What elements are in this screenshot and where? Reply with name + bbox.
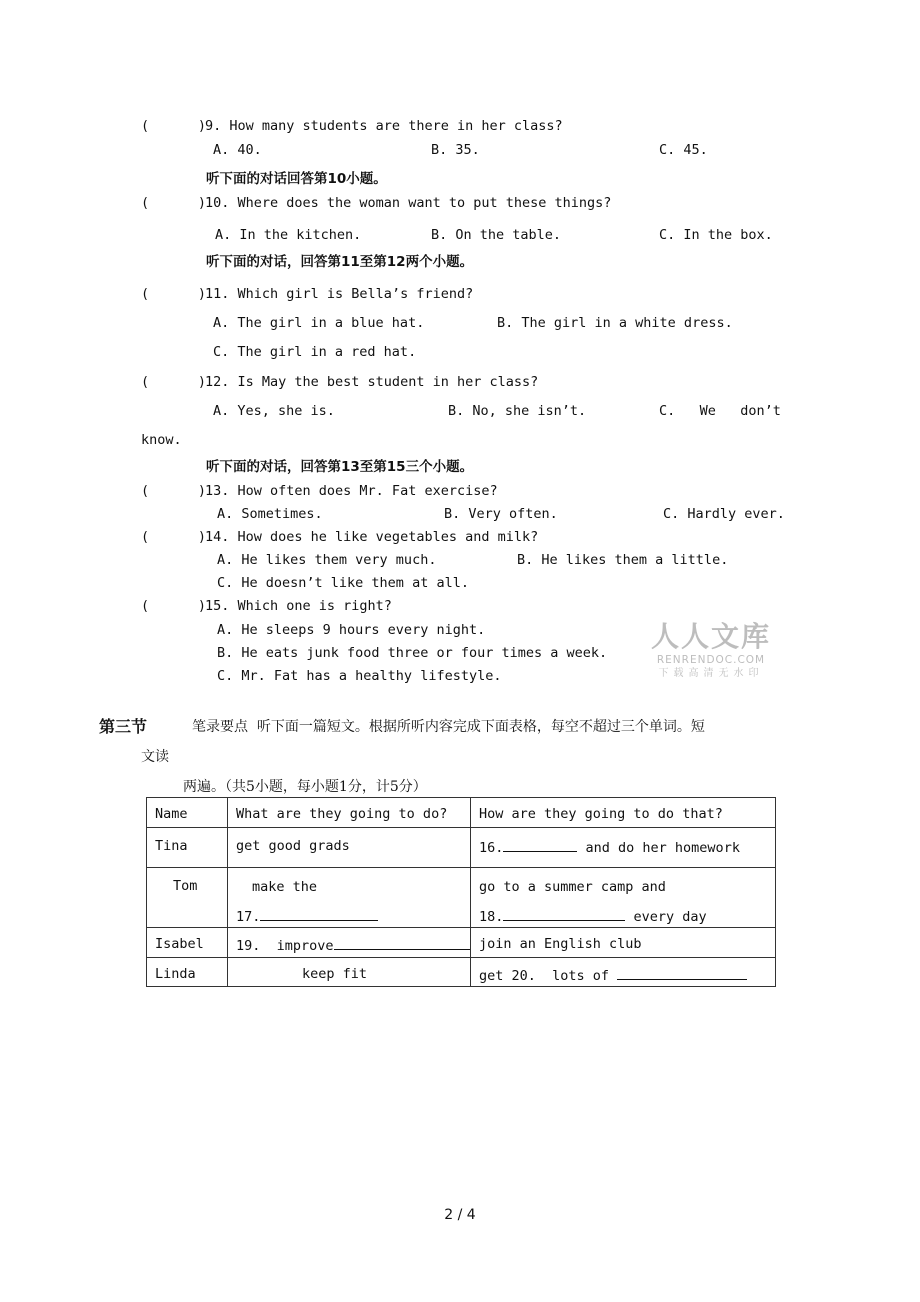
row-linda-what: keep fit [228, 958, 471, 987]
q12-option-a: A. Yes, she is. [213, 403, 335, 419]
row-tina-how [471, 828, 776, 868]
row-tom-how-a: go to a summer camp and [479, 879, 666, 895]
q9-option-a: A. 40. [213, 142, 262, 158]
q14-option-c: C. He doesn’t like them at all. [217, 575, 469, 591]
blank-20-label: get 20. lots of [479, 968, 618, 984]
row-linda-name: Linda [147, 958, 228, 987]
answer-paren-11: ( ) [141, 286, 207, 302]
table-header-row [147, 798, 776, 828]
q14-option-a: A. He likes them very much. [217, 552, 437, 568]
q15-option-a: A. He sleeps 9 hours every night. [217, 622, 486, 638]
instruction-q10: 听下面的对话回答第10小题。 [206, 171, 387, 187]
instruction-q11-12: 听下面的对话，回答第11至第12两个小题。 [206, 254, 474, 270]
question-11: 11. Which girl is Bella’s friend? [205, 286, 474, 302]
section-instruction-line2: 文读 [141, 749, 169, 765]
row-isabel-how: join an English club [471, 928, 776, 958]
question-10: 10. Where does the woman want to put these things? [205, 195, 612, 211]
watermark-slogan: 下载高清无水印 [658, 668, 764, 679]
question-13: 13. How often does Mr. Fat exercise? [205, 483, 498, 499]
answer-paren-12: ( ) [141, 374, 207, 390]
q11-option-c: C. The girl in a red hat. [213, 344, 417, 360]
q15-option-b: B. He eats junk food three or four times a week. [217, 645, 608, 661]
q12-option-c: C. We don’t [659, 403, 781, 419]
blank-18-label: 18. [479, 909, 504, 925]
row-tom-how [471, 868, 776, 928]
blank-20[interactable] [617, 966, 747, 980]
table-row [147, 868, 776, 928]
row-tina-what: get good grads [228, 828, 471, 868]
answer-paren-9: ( ) [141, 118, 207, 134]
section-instruction-line3: 两遍。（共5小题，每小题1分，计5分） [183, 779, 427, 795]
q10-option-b: B. On the table. [431, 227, 562, 243]
question-12: 12. Is May the best student in her class? [205, 374, 539, 390]
question-9: 9. How many students are there in her class? [205, 118, 563, 134]
q12-option-c-cont: know. [141, 432, 182, 448]
table-row [147, 828, 776, 868]
q13-option-c: C. Hardly ever. [663, 506, 785, 522]
notes-table [146, 797, 776, 987]
row-tom-what [228, 868, 471, 928]
header-what: What are they going to do? [228, 798, 471, 828]
blank-17-label: 17. [236, 909, 261, 925]
answer-paren-10: ( ) [141, 195, 207, 211]
section-instruction-line1: 笔录要点 听下面一篇短文。根据所听内容完成下面表格，每空不超过三个单词。短 [192, 719, 705, 735]
blank-16-label: 16. [479, 840, 504, 856]
q14-option-b: B. He likes them a little. [517, 552, 729, 568]
blank-16[interactable] [503, 838, 577, 852]
q13-option-b: B. Very often. [444, 506, 558, 522]
section-title: 第三节 [99, 717, 148, 736]
question-14: 14. How does he like vegetables and milk? [205, 529, 539, 545]
row-tom-what-a: make the [252, 879, 318, 895]
page-number: 2 / 4 [444, 1207, 476, 1223]
row-tom-name: Tom [147, 868, 228, 928]
header-how: How are they going to do that? [471, 798, 776, 828]
row-linda-how [471, 958, 776, 987]
blank-17[interactable] [260, 907, 378, 921]
q11-option-b: B. The girl in a white dress. [497, 315, 733, 331]
row-isabel-name: Isabel [147, 928, 228, 958]
blank-18[interactable] [503, 907, 625, 921]
q11-option-a: A. The girl in a blue hat. [213, 315, 425, 331]
q13-option-a: A. Sometimes. [217, 506, 323, 522]
q9-option-c: C. 45. [659, 142, 708, 158]
q12-option-b: B. No, she isn’t. [448, 403, 587, 419]
watermark-title: 人人文库 [650, 620, 771, 653]
q10-option-a: A. In the kitchen. [215, 227, 362, 243]
row-tom-how-after: every day [625, 909, 707, 925]
q10-option-c: C. In the box. [659, 227, 773, 243]
instruction-q13-15: 听下面的对话，回答第13至第15三个小题。 [206, 459, 474, 475]
row-tina-name: Tina [147, 828, 228, 868]
blank-19-label: 19. improve [236, 938, 334, 954]
header-name: Name [147, 798, 228, 828]
q15-option-c: C. Mr. Fat has a healthy lifestyle. [217, 668, 502, 684]
table-row [147, 958, 776, 987]
question-15: 15. Which one is right? [205, 598, 392, 614]
watermark-domain: RENRENDOC.COM [656, 654, 766, 666]
q9-option-b: B. 35. [431, 142, 480, 158]
answer-paren-15: ( ) [141, 598, 207, 614]
answer-paren-13: ( ) [141, 483, 207, 499]
table-row [147, 928, 776, 958]
row-isabel-what [228, 928, 471, 958]
row-tina-how-after: and do her homework [577, 840, 740, 856]
blank-19[interactable] [334, 936, 470, 950]
watermark-logo [648, 620, 774, 681]
answer-paren-14: ( ) [141, 529, 207, 545]
